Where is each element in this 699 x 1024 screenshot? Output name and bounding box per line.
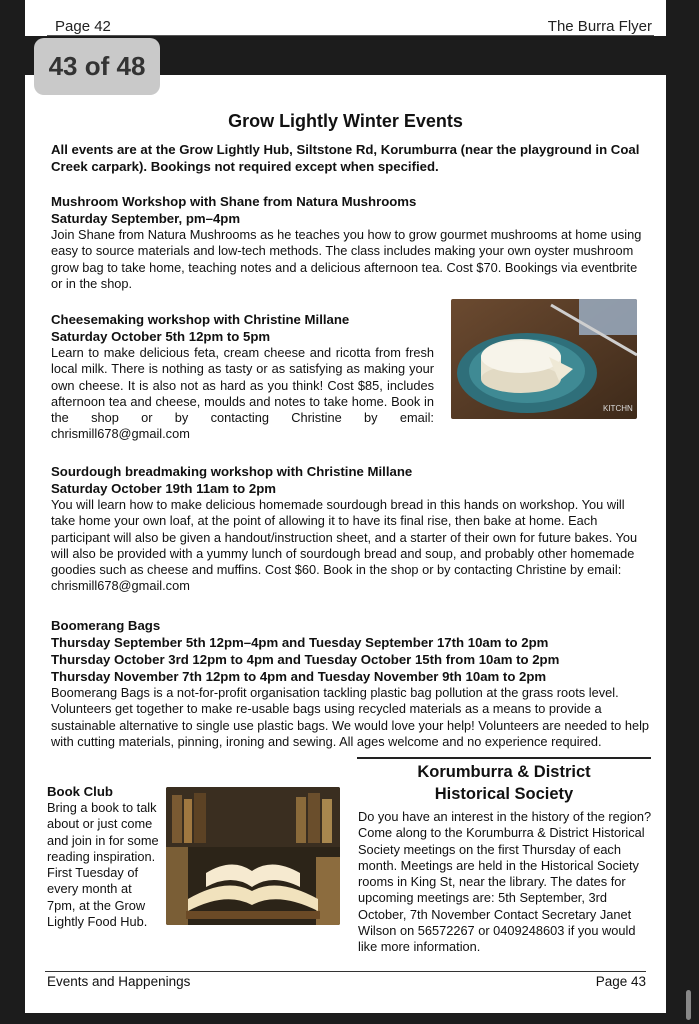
society-title xyxy=(359,761,649,805)
event-title: Boomerang Bags xyxy=(51,618,161,633)
publication-name: The Burra Flyer xyxy=(547,18,652,35)
cheese-photo xyxy=(451,299,637,419)
event-date: Saturday October 19th 11am to 2pm xyxy=(51,481,276,496)
footer-section: Events and Happenings xyxy=(47,974,191,989)
previous-page-strip xyxy=(25,0,666,36)
event-cheesemaking-workshop xyxy=(51,311,434,443)
previous-page-number: Page 42 xyxy=(55,18,111,35)
book-club-description: Bring a book to talk about or just come and join in for some reading inspiration. First Tuesday of every month at 7pm, at the Grow Lightly Food Hub. xyxy=(47,800,159,930)
society-title-line1: Korumburra & District xyxy=(417,763,591,781)
book-photo xyxy=(166,787,340,925)
event-description: You will learn how to make delicious homemade sourdough bread in this hands on workshop. You will take home your own loaf, at the point of allowing it to have its final rise, then bake at home. Each participant will also be given a handout/instruction sheet, and a starter of their own for future bakes. You will also be provided with a yummy lunch of sourdough bread and soup, and probably other homemade goodies such as cheese and muffins. Cost $60. Book in the shop or by contacting Christine by email: chrismill678@gmail.com xyxy=(51,497,638,594)
event-date: Saturday October 5th 12pm to 5pm xyxy=(51,329,271,344)
footer-page-number: Page 43 xyxy=(595,974,646,989)
footer-rule xyxy=(45,971,646,972)
society-title-line2: Historical Society xyxy=(434,785,574,803)
event-description: Boomerang Bags is a not-for-profit organisation tackling plastic bag pollution at the grass roots level. Volunteers get together to make re-usable bags using recycled materials as a means to provide a sustainable alternative to single use plastic bags. We would love your help! Volunteers are needed to help with cutting materials, pinning, ironing and sewing. All ages welcome and no experience required. xyxy=(51,685,650,749)
photo-credit: KITCHN xyxy=(603,404,633,413)
book-club-title: Book Club xyxy=(47,784,113,799)
book-club-section xyxy=(47,783,162,930)
event-description: Join Shane from Natura Mushrooms as he teaches you how to grow gourmet mushrooms at home using easy to source materials and low-tech methods. The class includes making your own oyster mushroom grow bag to take home, teaching notes and a delicious afternoon tea. Cost $70. Bookings via eventbrite or in the shop. xyxy=(51,227,642,291)
document-page xyxy=(25,75,666,1013)
scrollbar-thumb[interactable] xyxy=(686,990,691,1020)
society-description: Do you have an interest in the history of the region? Come along to the Korumburra & District Historical Society meetings on the first Thursday of each month. Meetings are held in the Historical Society rooms in King St, near the library. The dates for upcoming meetings are: 5th September, 3rd October, 7th November Contact Secretary Janet Wilson on 56572267 or 0409248603 if you would like more information. xyxy=(358,809,652,955)
event-description: Learn to make delicious feta, cream cheese and ricotta from fresh local milk. There is nothing as tasty or as satisfying as making your own cheese. It is also not as hard as you think! Cost $85, includes afternoon tea and cheese, moulds and notes to take home. Book in the shop or by contacting Christine by email: chrismill678@gmail.com xyxy=(51,345,434,442)
society-top-rule xyxy=(357,757,651,759)
intro-paragraph: All events are at the Grow Lightly Hub, Siltstone Rd, Korumburra (near the playground in Coal Creek carpark). Bookings not required except when specified. xyxy=(51,142,640,174)
event-title: Mushroom Workshop with Shane from Natura Mushrooms xyxy=(51,194,417,209)
page-title: Grow Lightly Winter Events xyxy=(228,111,463,131)
header-rule xyxy=(47,35,654,36)
event-title: Sourdough breadmaking workshop with Christine Millane xyxy=(51,464,413,479)
event-title: Cheesemaking workshop with Christine Millane xyxy=(51,312,350,327)
event-date: Saturday September, pm–4pm xyxy=(51,211,241,226)
event-date: Thursday September 5th 12pm–4pm and Tuesday September 17th 10am to 2pm xyxy=(51,635,549,650)
event-date: Thursday October 3rd 12pm to 4pm and Tuesday October 15th from 10am to 2pm xyxy=(51,652,560,667)
event-mushroom-workshop xyxy=(51,193,651,292)
event-date: Thursday November 7th 12pm to 4pm and Tuesday November 9th 10am to 2pm xyxy=(51,669,547,684)
event-boomerang-bags xyxy=(51,617,651,750)
event-sourdough-workshop xyxy=(51,463,651,595)
page-counter-badge: 43 of 48 xyxy=(34,38,160,95)
